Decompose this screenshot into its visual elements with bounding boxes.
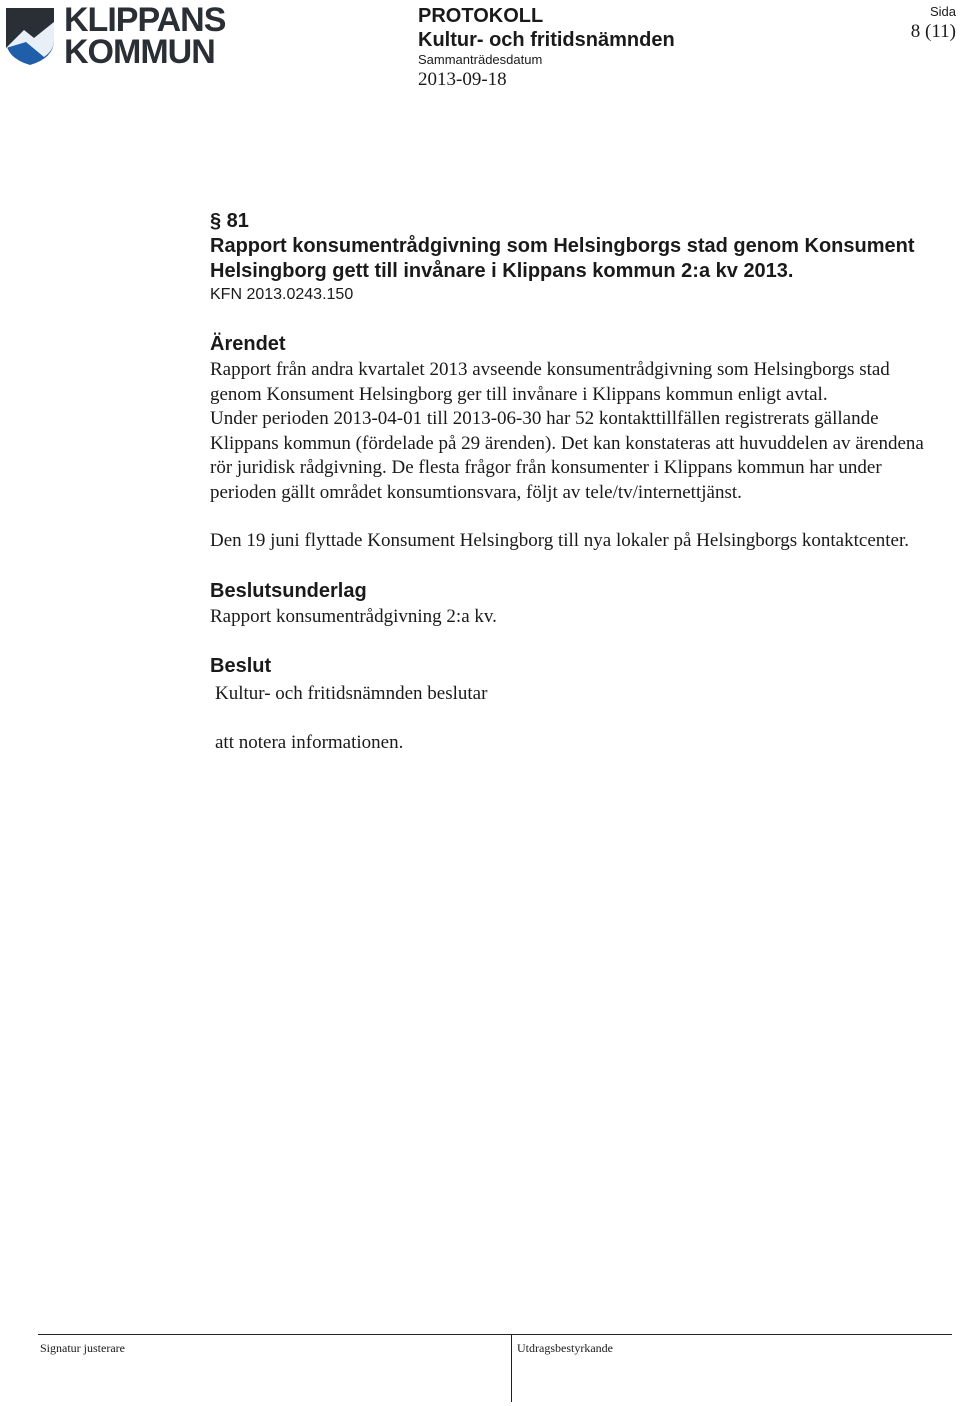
logo-text-klippans: KLIPPANS [64,1,226,39]
arendet-period: Under perioden 2013-04-01 till 2013-06-30 har 52 kontakttillfällen registrerats gällande Klippans kommun (fördelade på 29 ärenden). Det kan konstateras att huvuddelen av ärendena rör juridisk rådgivning. De flesta frågor från konsumenter i Klippans kommun har under perioden gällt området konsumtionsvara, följt av tele/tv/internettjänst. [210,408,924,503]
municipality-logo [4,1,226,71]
klippan-emblem-icon [4,4,60,66]
item-title: Rapport konsumentrådgivning som Helsingborgs stad genom Konsument Helsingborg gett till invånare i Klippans kommun 2:a kv 2013. [210,235,915,282]
logo-text-kommun: KOMMUN [64,33,215,71]
beslut-line-1: Kultur- och fritidsnämnden beslutar [215,683,488,704]
footer-column-divider [511,1334,512,1402]
beslutsunderlag-text: Rapport konsumentrådgivning 2:a kv. [210,605,497,627]
heading-arendet: Ärendet [210,333,286,355]
arendet-move: Den 19 juni flyttade Konsument Helsingborg till nya lokaler på Helsingborgs kontaktcenter. [210,530,910,551]
beslut-line-2: att notera informationen. [215,731,404,753]
extract-certification-label: Utdragsbestyrkande [517,1341,613,1355]
board-name: Kultur- och fritidsnämnden [418,29,675,51]
document-type: PROTOKOLL [418,5,544,27]
heading-beslut: Beslut [210,655,272,677]
meeting-date: 2013-09-18 [418,69,507,90]
item-number: § 81 [210,210,249,232]
page-number: 8 (11) [910,21,956,42]
footer-divider [38,1334,952,1335]
case-reference: KFN 2013.0243.150 [210,286,354,303]
signature-adjuster-label: Signatur justerare [40,1341,125,1355]
protocol-item [210,208,945,755]
arendet-intro: Rapport från andra kvartalet 2013 avseende konsumentrådgivning som Helsingborgs stad genom Konsument Helsingborg ger till invånare i Klippans kommun enligt avtal. [210,359,890,405]
heading-beslutsunderlag: Beslutsunderlag [210,579,367,602]
page-label: Sida [929,4,956,19]
meeting-date-label: Sammanträdesdatum [418,52,543,67]
